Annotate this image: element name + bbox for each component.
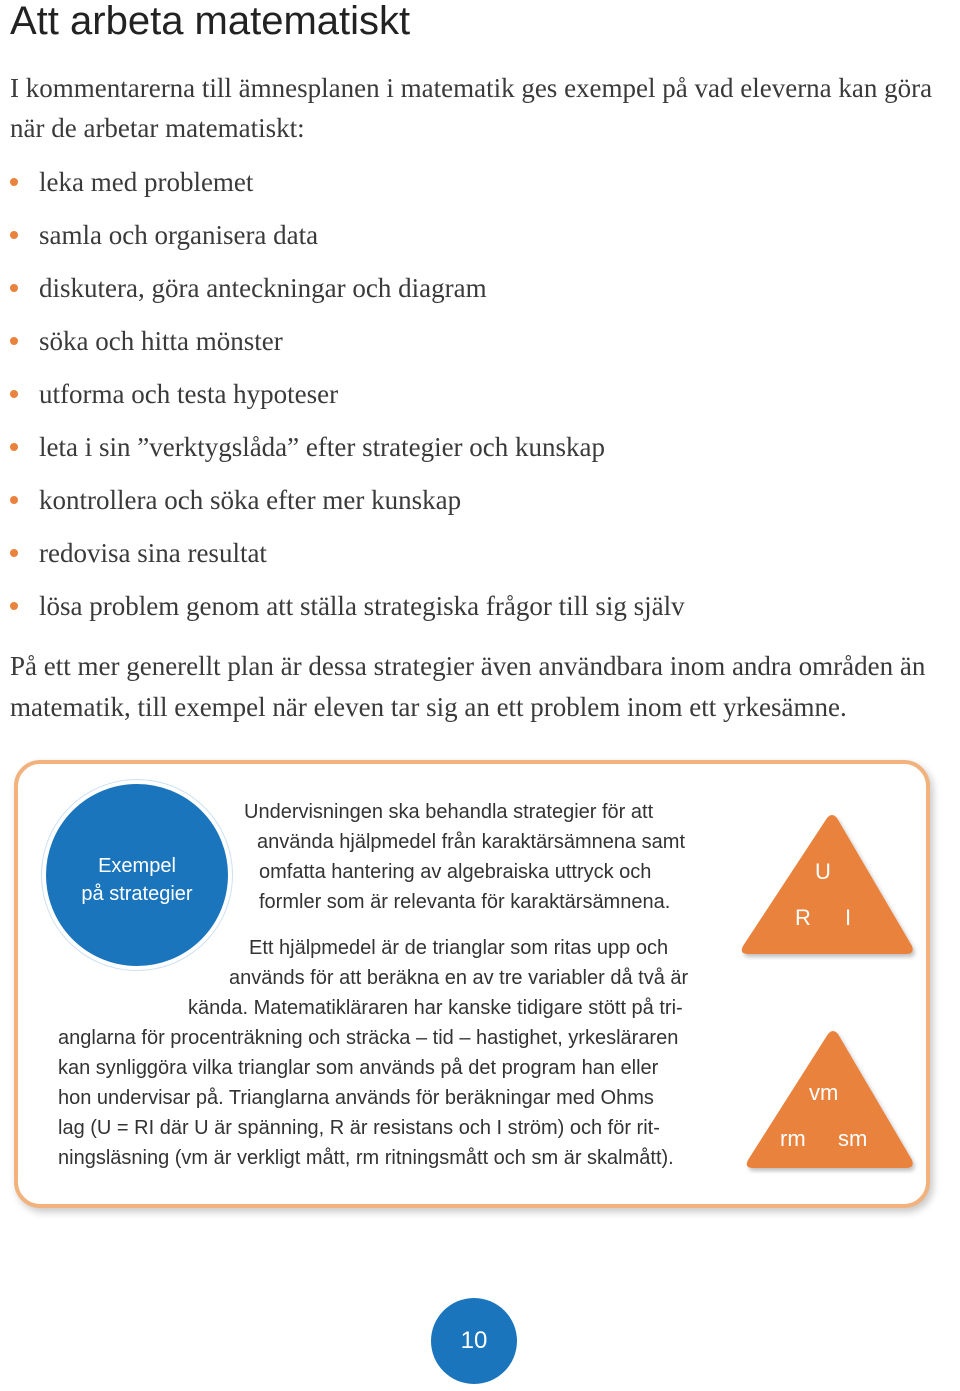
scale-triangle-right-label: sm <box>838 1126 868 1151</box>
page-number: 10 <box>460 1327 488 1354</box>
bullet-icon <box>10 231 18 239</box>
bullet-icon <box>10 337 18 345</box>
box-text-line: Ett hjälpmedel är de trianglar som ritas upp och <box>249 937 669 959</box>
bullet-icon <box>10 602 18 610</box>
bullet-icon <box>10 178 18 186</box>
example-badge-label: Exempel på strategier <box>81 855 193 905</box>
ohm-triangle-icon <box>740 812 920 960</box>
box-text-line: används för att beräkna en av tre variabler då två är <box>229 967 689 989</box>
bullet-icon <box>10 443 18 451</box>
scale-triangle-top-label: vm <box>809 1080 839 1105</box>
box-text-line: kan synliggöra vilka trianglar som används på det program han eller <box>58 1057 659 1079</box>
bullet-icon <box>10 390 18 398</box>
ohm-triangle-top-label: U <box>815 859 831 884</box>
box-text-line: använda hjälpmedel från karaktärsämnena samt <box>257 831 686 853</box>
ohm-triangle-left-label: R <box>795 905 811 930</box>
box-text-line: ningsläsning (vm är verkligt mått, rm ritningsmått och sm är skalmått). <box>58 1147 674 1169</box>
box-text-line: kända. Matematikläraren har kanske tidigare stött på tri- <box>188 997 683 1019</box>
box-text-line: formler som är relevanta för karaktärsämnena. <box>259 891 671 913</box>
scale-triangle-left-label: rm <box>780 1126 806 1151</box>
box-text-line: omfatta hantering av algebraiska uttryck och <box>259 861 652 883</box>
bullet-icon <box>10 549 18 557</box>
page-title: Att arbeta matematiskt <box>10 0 411 43</box>
example-badge <box>42 780 232 970</box>
page-number-badge <box>431 1298 517 1384</box>
box-text-line: hon undervisar på. Trianglarna används för beräkningar med Ohms <box>58 1087 654 1109</box>
bullet-icon <box>10 284 18 292</box>
ohm-triangle-right-label: I <box>845 905 852 930</box>
bullet-icon <box>10 496 18 504</box>
intro-paragraph: I kommentarerna till ämnesplanen i matematik ges exempel på vad eleverna kan göra när de arbetar matematiskt: <box>10 73 933 143</box>
box-text-line: anglarna för procenträkning och sträcka – tid – hastighet, yrkesläraren <box>58 1027 679 1049</box>
box-text-line: lag (U = RI där U är spänning, R är resistans och I ström) och för rit- <box>58 1117 660 1139</box>
box-text-line: Undervisningen ska behandla strategier för att <box>244 801 654 823</box>
outro-paragraph: På ett mer generellt plan är dessa strategier även användbara inom andra områden än matematik, till exempel när eleven tar sig an ett problem inom ett yrkesämne. <box>10 651 926 722</box>
